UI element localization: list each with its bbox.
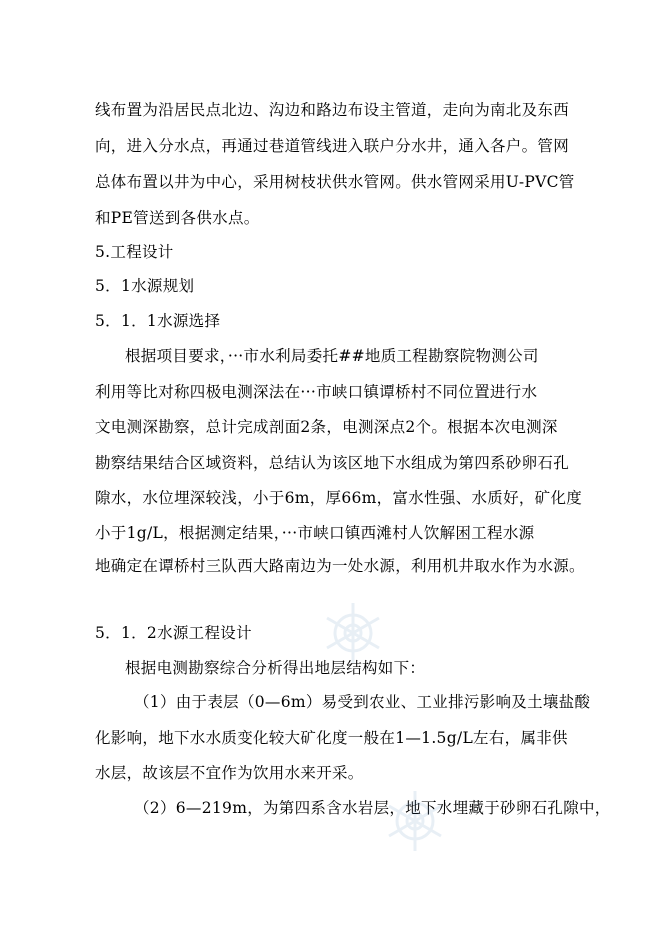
text-line: 和PE管送到各供水点。 [95,209,260,227]
section-heading: 5.工程设计 [95,243,174,261]
subsection-heading: 5．1水源规划 [95,277,195,295]
text-line: 线布置为沿居民点北边、沟边和路边布设主管道，走向为南北及东西 [95,101,570,119]
text-line: 根据项目要求，···市水利局委托##地质工程勘察院物测公司 [125,347,539,365]
text-line: 水层，故该层不宜作为饮用水来开采。 [95,764,364,782]
text-line: 地确定在谭桥村三队西大路南边为一处水源，利用机井取水作为水源。 [95,557,585,575]
text-line: 总体布置以井为中心，采用树枝状供水管网。供水管网采用U-PVC管 [95,173,575,191]
snowflake-watermark-icon [380,786,450,856]
list-item-line: （1）由于表层（0—6m）易受到农业、工业排污影响及土壤盐酸 [134,693,591,711]
text-line: 向，进入分水点，再通过巷道管线进入联户分水井，通入各户。管网 [95,137,570,155]
text-line: 勘察结果结合区域资料，总结认为该区地下水组成为第四系砂卵石孔 [95,454,570,472]
subsubsection-heading: 5．1．2水源工程设计 [95,624,252,642]
list-item-line: （2）6—219m，为第四系含水岩层，地下水埋藏于砂卵石孔隙中， [134,799,611,817]
subsubsection-heading: 5．1．1水源选择 [95,312,221,330]
text-line: 化影响，地下水水质变化较大矿化度一般在1—1.5g/L左右，属非供 [95,729,568,747]
snowflake-watermark-icon [318,598,388,668]
text-line: 利用等比对称四极电测深法在···市峡口镇谭桥村不同位置进行水 [95,383,538,401]
text-line: 根据电测勘察综合分析得出地层结构如下： [125,659,426,677]
text-line: 文电测深勘察，总计完成剖面2条，电测深点2个。根据本次电测深 [95,418,558,436]
text-line: 隙水，水位埋深较浅，小于6m，厚66m，富水性强、水质好，矿化度 [95,489,583,507]
text-line: 小于1g/L，根据测定结果，···市峡口镇西滩村人饮解困工程水源 [95,524,535,542]
